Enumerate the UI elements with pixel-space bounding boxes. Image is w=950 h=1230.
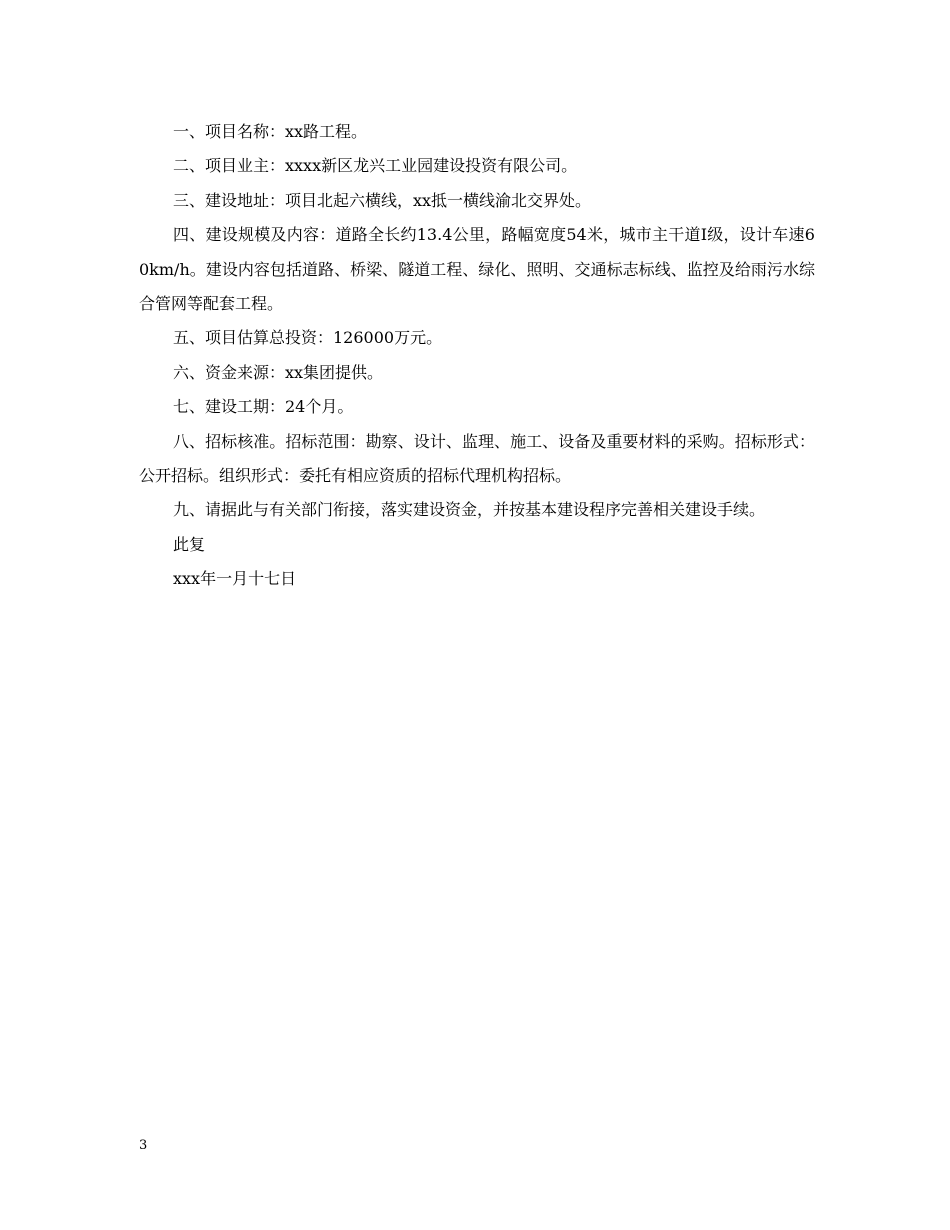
paragraph-total-investment: 五、项目估算总投资：126000万元。 [173,328,443,348]
document-date: xxx年一月十七日 [173,569,297,589]
paragraph-instructions: 九、请据此与有关部门衔接，落实建设资金，并按基本建设程序完善相关建设手续。 [173,500,766,520]
paragraph-funding-source: 六、资金来源：xx集团提供。 [173,362,384,382]
paragraph-project-owner: 二、项目业主：xxxx新区龙兴工业园建设投资有限公司。 [173,156,578,176]
paragraph-construction-site: 三、建设地址：项目北起六横线，xx抵一横线渝北交界处。 [173,190,592,210]
paragraph-construction-period: 七、建设工期：24个月。 [173,397,354,417]
document-body [139,115,815,597]
paragraph-scale-and-content: 四、建设规模及内容：道路全长约13.4公里，路幅宽度54米，城市主干道Ⅰ级，设计车速60km/h。建设内容包括道路、桥梁、隧道工程、绿化、照明、交通标志标线、监控及给雨污水综合管网等配套工程。 [139,225,815,314]
closing-remark: 此复 [173,534,206,554]
paragraph-bidding-approval: 八、招标核准。招标范围：勘察、设计、监理、施工、设备及重要材料的采购。招标形式：公开招标。组织形式：委托有相应资质的招标代理机构招标。 [139,431,815,486]
paragraph-project-name: 一、项目名称：xx路工程。 [173,122,368,141]
page-number: 3 [139,1138,148,1153]
